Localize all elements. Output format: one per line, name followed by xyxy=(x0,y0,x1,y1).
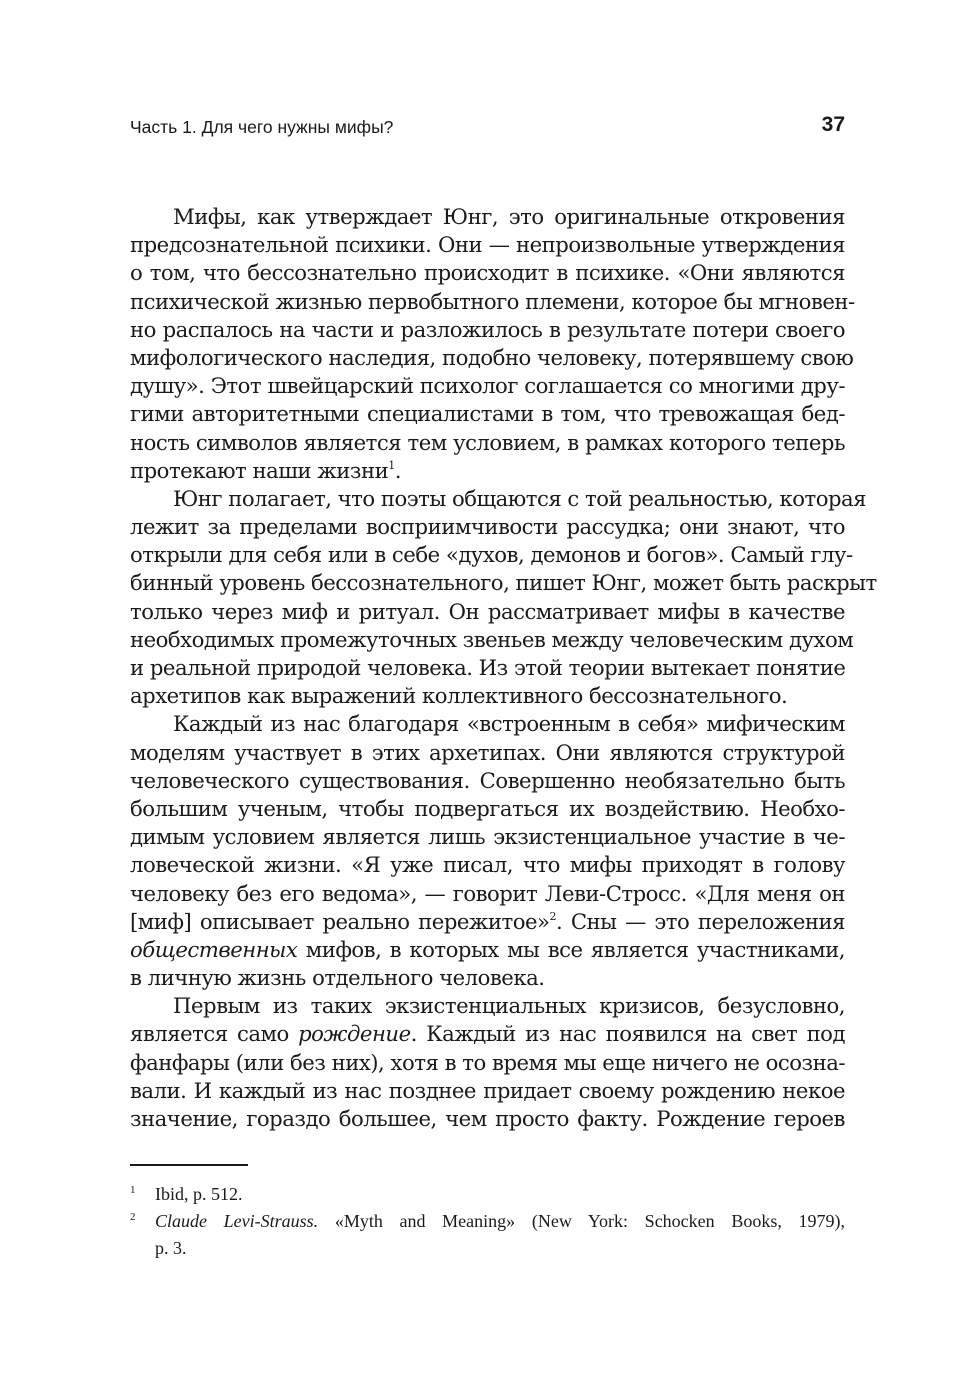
footnotes xyxy=(130,1181,845,1262)
text-line: Каждый из нас благодаря «встроенным в себя» мифическим xyxy=(173,711,845,737)
text-line: Мифы, как утверждает Юнг, это оригинальные откровения xyxy=(173,204,845,229)
text-line: но распалось на части и разложилось в результате потери своего xyxy=(130,316,845,342)
text-line: психической жизнью первобытного племени, которое бы мгновен- xyxy=(130,288,855,314)
footnote-continuation: p. 3. xyxy=(155,1238,187,1258)
footnote-author: Claude Levi-Strauss. xyxy=(155,1211,319,1231)
text-line: моделям участвует в этих архетипах. Они являются структурой xyxy=(130,739,845,765)
footnote-rest: «Myth and Meaning» (New York: Schocken Books, 1979), xyxy=(318,1211,846,1231)
footnote-text xyxy=(155,1208,845,1235)
text-line: гими авторитетными специалистами в том, что тревожащая бед- xyxy=(130,401,845,427)
text-line: душу». Этот швейцарский психолог соглашается со многими дру- xyxy=(130,373,845,399)
page-number: 37 xyxy=(821,113,845,136)
text-line: фанфары (или без них), хотя в то время мы еще ничего не осозна- xyxy=(130,1049,845,1075)
footnote-ref-1: 1 xyxy=(388,458,395,472)
running-header xyxy=(130,113,845,141)
text-line: вали. И каждый из нас позднее придает своему рождению некое xyxy=(130,1077,845,1103)
paragraph-4 xyxy=(130,992,845,1133)
text-line: димым условием является лишь экзистенциальное участие в че- xyxy=(130,824,845,850)
text-line: архетипов как выражений коллективного бессознательного. xyxy=(130,683,788,709)
text-line: человеческого существования. Совершенно необязательно быть xyxy=(130,767,845,793)
text-fragment: . Каждый из нас появился на свет под xyxy=(410,1021,845,1047)
emphasis-text: общественных xyxy=(130,936,298,962)
text-line: открыли для себя или в себе «духов, демонов и богов». Самый глу- xyxy=(130,542,853,568)
footnote-divider xyxy=(130,1164,248,1166)
text-fragment: мифов, в которых мы все является участниками, xyxy=(297,936,845,962)
footnote-mark: 2 xyxy=(130,1211,136,1223)
text-fragment: . Сны — это переложения xyxy=(556,908,845,934)
text-line: Юнг полагает, что поэты общаются с той реальностью, которая xyxy=(173,485,867,511)
text-line xyxy=(130,936,845,964)
text-line: о том, что бессознательно происходит в психике. «Они являются xyxy=(130,260,845,286)
footnote-text: Ibid, p. 512. xyxy=(155,1184,243,1204)
text-fragment: является само xyxy=(130,1021,299,1047)
section-title: Часть 1. Для чего нужны мифы? xyxy=(130,117,394,137)
text-line: ловеческой жизни. «Я уже писал, что мифы приходят в голову xyxy=(130,852,845,878)
main-text xyxy=(130,203,877,1133)
text-line: предсознательной психики. Они — непроизвольные утверждения xyxy=(130,232,845,258)
footnote-1 xyxy=(130,1181,845,1208)
footnote-ref-2: 2 xyxy=(549,909,557,923)
text-line: мифологического наследия, подобно человеку, потерявшему свою xyxy=(130,344,854,370)
text-line xyxy=(130,908,845,936)
text-line: в личную жизнь отдельного человека. xyxy=(130,965,545,991)
text-line: лежит за пределами восприимчивости рассудка; они знают, что xyxy=(130,514,845,540)
emphasis-text: рождение xyxy=(298,1021,411,1047)
text-line: большим ученым, чтобы подвергаться их воздействию. Необхо- xyxy=(130,795,845,821)
footnote-2 xyxy=(130,1208,845,1262)
text-line: необходимых промежуточных звеньев между человеческим духом xyxy=(130,626,854,652)
paragraph-2 xyxy=(130,485,877,711)
text-line xyxy=(130,1020,845,1048)
text-line: значение, гораздо большее, чем просто факту. Рождение героев xyxy=(130,1106,845,1131)
text-fragment: . xyxy=(394,457,401,483)
text-fragment: [миф] описывает реально пережитое» xyxy=(130,908,550,934)
text-line: бинный уровень бессознательного, пишет Юнг, может быть раскрыт xyxy=(130,570,877,596)
text-line: ность символов является тем условием, в рамках которого теперь xyxy=(130,429,845,455)
footnote-mark: 1 xyxy=(130,1184,136,1196)
text-line: и реальной природой человека. Из этой теории вытекает понятие xyxy=(130,655,846,680)
paragraph-1 xyxy=(130,203,855,485)
paragraph-3 xyxy=(130,710,845,992)
text-line: человеку без его ведома», — говорит Леви-Стросс. «Для меня он xyxy=(130,880,845,906)
text-line xyxy=(130,457,845,485)
text-line: только через миф и ритуал. Он рассматривает мифы в качестве xyxy=(130,598,845,624)
text-fragment: протекают наши жизни xyxy=(130,457,389,483)
text-line: Первым из таких экзистенциальных кризисов, безусловно, xyxy=(173,993,845,1019)
